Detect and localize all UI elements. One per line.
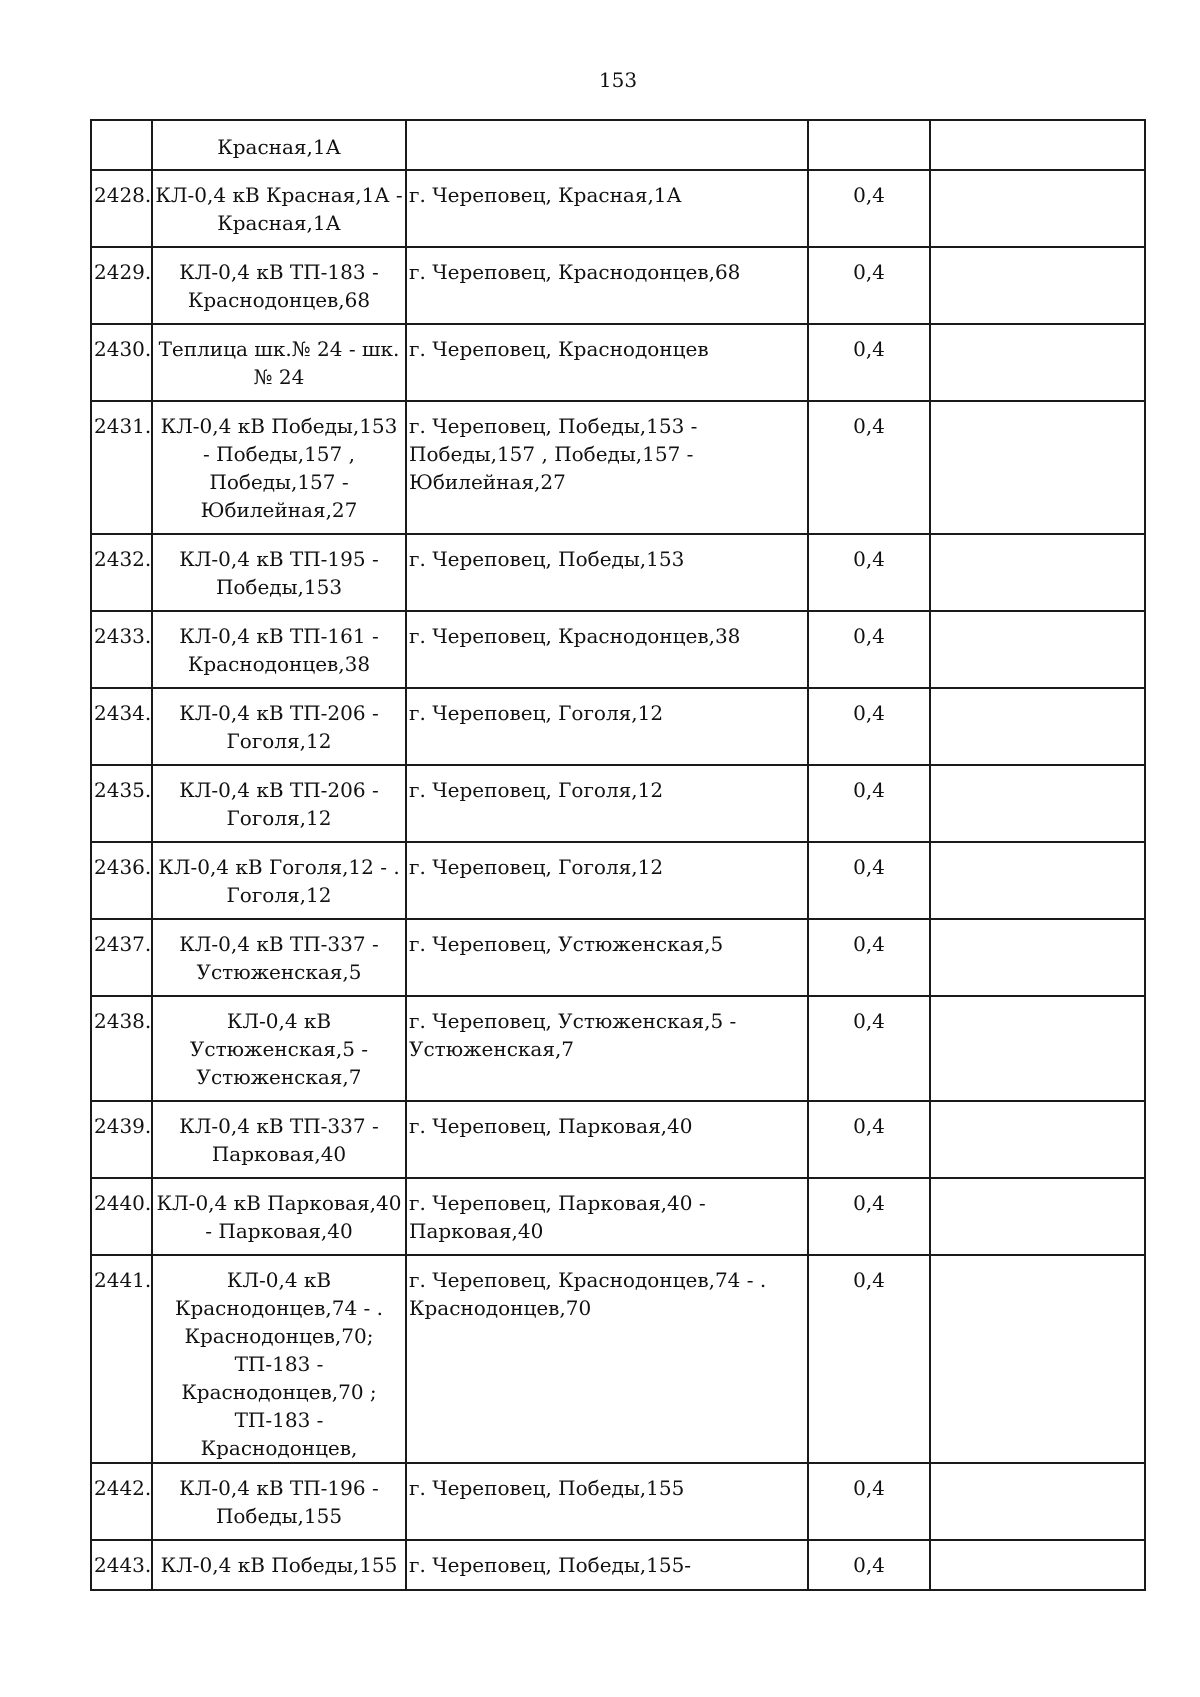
object-location: г. Череповец, Парковая,40 - Парковая,40: [406, 1178, 808, 1255]
voltage-value: 0,4: [808, 765, 930, 842]
table-row: [91, 1101, 1145, 1178]
voltage-value: [808, 120, 930, 170]
voltage-value: 0,4: [808, 919, 930, 996]
empty-cell: [930, 120, 1145, 170]
object-location: г. Череповец, Гоголя,12: [406, 765, 808, 842]
object-name: КЛ-0,4 кВ Гоголя,12 - . Гоголя,12: [152, 842, 406, 919]
table-row: [91, 842, 1145, 919]
object-location: г. Череповец, Краснодонцев,68: [406, 247, 808, 324]
object-location: г. Череповец, Краснодонцев: [406, 324, 808, 401]
object-location: г. Череповец, Гоголя,12: [406, 842, 808, 919]
object-name: КЛ-0,4 кВ Парковая,40 - Парковая,40: [152, 1178, 406, 1255]
object-name: КЛ-0,4 кВ ТП-337 - Устюженская,5: [152, 919, 406, 996]
empty-cell: [930, 611, 1145, 688]
object-name: КЛ-0,4 кВ Победы,155: [152, 1540, 406, 1590]
object-location: г. Череповец, Устюженская,5 - Устюженская,7: [406, 996, 808, 1101]
voltage-value: 0,4: [808, 1540, 930, 1590]
table-row: [91, 611, 1145, 688]
object-location: г. Череповец, Краснодонцев,74 - . Краснодонцев,70: [406, 1255, 808, 1463]
object-location: г. Череповец, Устюженская,5: [406, 919, 808, 996]
row-number: 2429.: [91, 247, 152, 324]
empty-cell: [930, 170, 1145, 247]
row-number: 2436.: [91, 842, 152, 919]
voltage-value: 0,4: [808, 1101, 930, 1178]
object-name: КЛ-0,4 кВ Устюженская,5 - Устюженская,7: [152, 996, 406, 1101]
object-name: КЛ-0,4 кВ ТП-161 - Краснодонцев,38: [152, 611, 406, 688]
row-number: 2428.: [91, 170, 152, 247]
table-row: [91, 120, 1145, 170]
table-row: [91, 324, 1145, 401]
object-name: КЛ-0,4 кВ ТП-337 - Парковая,40: [152, 1101, 406, 1178]
object-location: г. Череповец, Гоголя,12: [406, 688, 808, 765]
voltage-value: 0,4: [808, 1255, 930, 1463]
empty-cell: [930, 401, 1145, 534]
empty-cell: [930, 1540, 1145, 1590]
row-number: 2437.: [91, 919, 152, 996]
page-number: 153: [598, 68, 638, 92]
empty-cell: [930, 247, 1145, 324]
row-number: 2440.: [91, 1178, 152, 1255]
table-row: [91, 170, 1145, 247]
object-name: Красная,1А: [152, 120, 406, 170]
row-number: [91, 120, 152, 170]
table-row: [91, 247, 1145, 324]
voltage-value: 0,4: [808, 688, 930, 765]
table-row: [91, 534, 1145, 611]
object-location: г. Череповец, Победы,155-: [406, 1540, 808, 1590]
object-name: КЛ-0,4 кВ Краснодонцев,74 - . Краснодонцев,70; ТП-183 - Краснодонцев,70 ; ТП-183 - Краснодонцев,: [152, 1255, 406, 1463]
empty-cell: [930, 1463, 1145, 1540]
empty-cell: [930, 1101, 1145, 1178]
empty-cell: [930, 765, 1145, 842]
table-row: [91, 688, 1145, 765]
voltage-value: 0,4: [808, 247, 930, 324]
empty-cell: [930, 996, 1145, 1101]
row-number: 2435.: [91, 765, 152, 842]
row-number: 2434.: [91, 688, 152, 765]
voltage-value: 0,4: [808, 611, 930, 688]
voltage-value: 0,4: [808, 534, 930, 611]
object-name: Теплица шк.№ 24 - шк.№ 24: [152, 324, 406, 401]
registry-table: [90, 119, 1146, 1591]
empty-cell: [930, 688, 1145, 765]
object-name: КЛ-0,4 кВ Красная,1А - Красная,1А: [152, 170, 406, 247]
empty-cell: [930, 1178, 1145, 1255]
empty-cell: [930, 324, 1145, 401]
object-location: г. Череповец, Победы,155: [406, 1463, 808, 1540]
object-name: КЛ-0,4 кВ ТП-196 - Победы,155: [152, 1463, 406, 1540]
row-number: 2431.: [91, 401, 152, 534]
table-row: [91, 1463, 1145, 1540]
table-row: [91, 765, 1145, 842]
object-location: г. Череповец, Парковая,40: [406, 1101, 808, 1178]
empty-cell: [930, 534, 1145, 611]
table-row: [91, 401, 1145, 534]
object-name: КЛ-0,4 кВ ТП-195 - Победы,153: [152, 534, 406, 611]
object-location: [406, 120, 808, 170]
row-number: 2443.: [91, 1540, 152, 1590]
object-name: КЛ-0,4 кВ Победы,153 - Победы,157 , Победы,157 - Юбилейная,27: [152, 401, 406, 534]
object-name: КЛ-0,4 кВ ТП-206 - Гоголя,12: [152, 688, 406, 765]
row-number: 2433.: [91, 611, 152, 688]
voltage-value: 0,4: [808, 1463, 930, 1540]
row-number: 2441.: [91, 1255, 152, 1463]
voltage-value: 0,4: [808, 1178, 930, 1255]
table-row: [91, 919, 1145, 996]
object-location: г. Череповец, Красная,1А: [406, 170, 808, 247]
row-number: 2439.: [91, 1101, 152, 1178]
row-number: 2438.: [91, 996, 152, 1101]
object-location: г. Череповец, Краснодонцев,38: [406, 611, 808, 688]
object-name: КЛ-0,4 кВ ТП-183 - Краснодонцев,68: [152, 247, 406, 324]
voltage-value: 0,4: [808, 170, 930, 247]
table-row: [91, 1178, 1145, 1255]
object-location: г. Череповец, Победы,153: [406, 534, 808, 611]
table-row: [91, 1540, 1145, 1590]
table-row: [91, 1255, 1145, 1463]
table-row: [91, 996, 1145, 1101]
voltage-value: 0,4: [808, 324, 930, 401]
empty-cell: [930, 1255, 1145, 1463]
empty-cell: [930, 919, 1145, 996]
voltage-value: 0,4: [808, 842, 930, 919]
voltage-value: 0,4: [808, 401, 930, 534]
row-number: 2430.: [91, 324, 152, 401]
voltage-value: 0,4: [808, 996, 930, 1101]
row-number: 2432.: [91, 534, 152, 611]
empty-cell: [930, 842, 1145, 919]
object-location: г. Череповец, Победы,153 - Победы,157 , Победы,157 - Юбилейная,27: [406, 401, 808, 534]
row-number: 2442.: [91, 1463, 152, 1540]
object-name: КЛ-0,4 кВ ТП-206 - Гоголя,12: [152, 765, 406, 842]
